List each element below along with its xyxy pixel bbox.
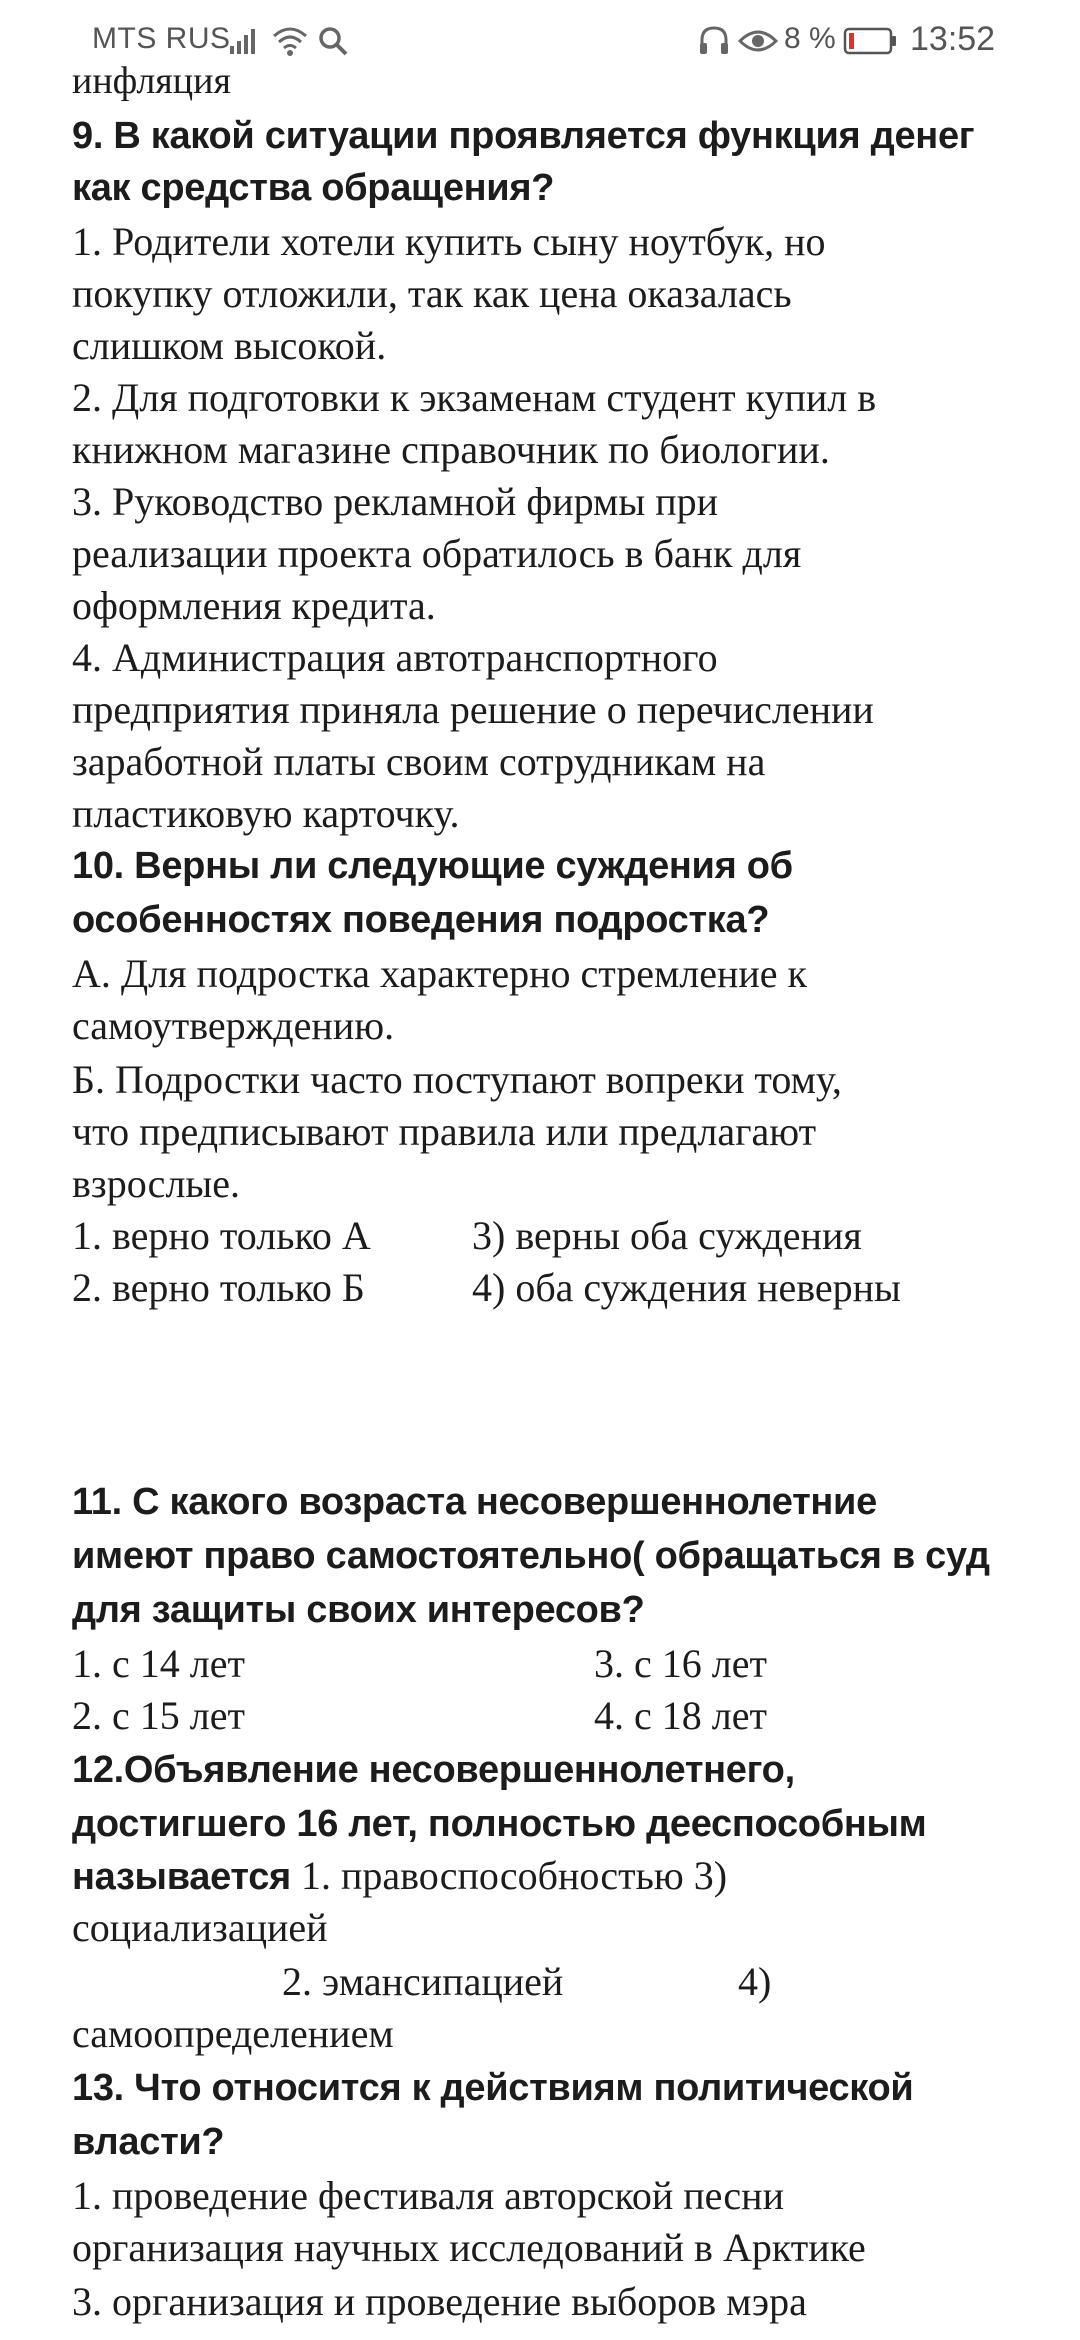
q9-option-1-line-1: 1. Родители хотели купить сыну ноутбук, но: [72, 219, 826, 264]
q10-statement-a-line-1: А. Для подростка характерно стремление к: [72, 951, 807, 996]
q10-answer-2: 2. верно только Б: [72, 1265, 365, 1310]
q9-option-2-line-2: книжном магазине справочник по биологии.: [72, 427, 830, 472]
q11-answer-4: 4. с 18 лет: [594, 1693, 767, 1738]
q12-title-line-3: [72, 1850, 727, 1903]
q9-option-4-line-3: заработной платы своим сотрудникам на: [72, 739, 766, 784]
q11-answer-3: 3. с 16 лет: [594, 1641, 767, 1686]
wifi-icon: [270, 24, 310, 58]
q11-title-line-1: 11. С какого возраста несовершеннолетние: [72, 1481, 877, 1523]
eye-icon: [738, 26, 778, 56]
q10-answer-3: 3) верны оба суждения: [472, 1213, 862, 1258]
q9-option-3-line-1: 3. Руководство рекламной фирмы при: [72, 479, 719, 524]
q10-statement-b-line-2: что предписывают правила или предлагают: [72, 1109, 817, 1154]
q11-answer-2: 2. с 15 лет: [72, 1693, 245, 1738]
q9-option-1-line-2: покупку отложили, так как цена оказалась: [72, 271, 792, 316]
q12-title-line-1: 12.Объявление несовершеннолетнего,: [72, 1749, 795, 1791]
search-icon: [316, 24, 350, 58]
q12-line-4: социализацией: [72, 1905, 328, 1950]
q10-title-line-2: особенностях поведения подростка?: [72, 899, 770, 941]
q13-title-line-1: 13. Что относится к действиям политической: [72, 2067, 914, 2109]
q13-option-2: организация научных исследований в Арктике: [72, 2225, 866, 2270]
q12-title-line-2: достигшего 16 лет, полностью дееспособным: [72, 1803, 927, 1845]
q13-option-3: 3. организация и проведение выборов мэра: [72, 2279, 807, 2324]
q13-title-line-2: власти?: [72, 2121, 225, 2163]
q11-title-line-2: имеют право самостоятельно( обращаться в суд: [72, 1535, 990, 1577]
headphones-icon: [697, 24, 731, 58]
q10-statement-a-line-2: самоутверждению.: [72, 1003, 395, 1048]
q10-statement-b-line-1: Б. Подростки часто поступают вопреки тому,: [72, 1057, 842, 1102]
battery-icon: [843, 26, 899, 56]
q9-option-4-line-4: пластиковую карточку.: [72, 791, 460, 836]
q9-title-line-2: как средства обращения?: [72, 167, 555, 209]
q10-statement-b-line-3: взрослые.: [72, 1161, 241, 1206]
carrier-label: MTS RUS: [92, 22, 231, 55]
q10-answer-4: 4) оба суждения неверны: [472, 1265, 901, 1310]
q11-title-line-3: для защиты своих интересов?: [72, 1589, 645, 1631]
previous-text-tail: инфляция: [72, 60, 231, 102]
signal-icon: [228, 24, 262, 58]
q9-option-4-line-1: 4. Администрация автотранспортного: [72, 635, 718, 680]
q12-answer-4-number: 4): [738, 1959, 772, 2004]
q11-answer-1: 1. с 14 лет: [72, 1641, 245, 1686]
q10-title-line-1: 10. Верны ли следующие суждения об: [72, 845, 793, 887]
battery-percent: 8 %: [784, 22, 836, 55]
q9-option-1-line-3: слишком высокой.: [72, 323, 387, 368]
q9-title-line-1: 9. В какой ситуации проявляется функция денег: [72, 115, 975, 157]
q12-answer-1-inline: 1. правоспособностью 3): [290, 1853, 728, 1898]
q9-option-4-line-2: предприятия приняла решение о перечислении: [72, 687, 874, 732]
q13-option-1: 1. проведение фестиваля авторской песни: [72, 2173, 784, 2218]
q9-option-3-line-3: оформления кредита.: [72, 583, 436, 628]
clock-time: 13:52: [910, 20, 996, 58]
q9-option-2-line-1: 2. Для подготовки к экзаменам студент купил в: [72, 375, 877, 420]
q12-answer-2: 2. эмансипацией: [282, 1959, 564, 2004]
q10-answer-1: 1. верно только А: [72, 1213, 371, 1258]
q12-line-6: самоопределением: [72, 2011, 394, 2056]
q12-title-bold-end: называется: [72, 1856, 291, 1898]
q9-option-3-line-2: реализации проекта обратилось в банк для: [72, 531, 802, 576]
